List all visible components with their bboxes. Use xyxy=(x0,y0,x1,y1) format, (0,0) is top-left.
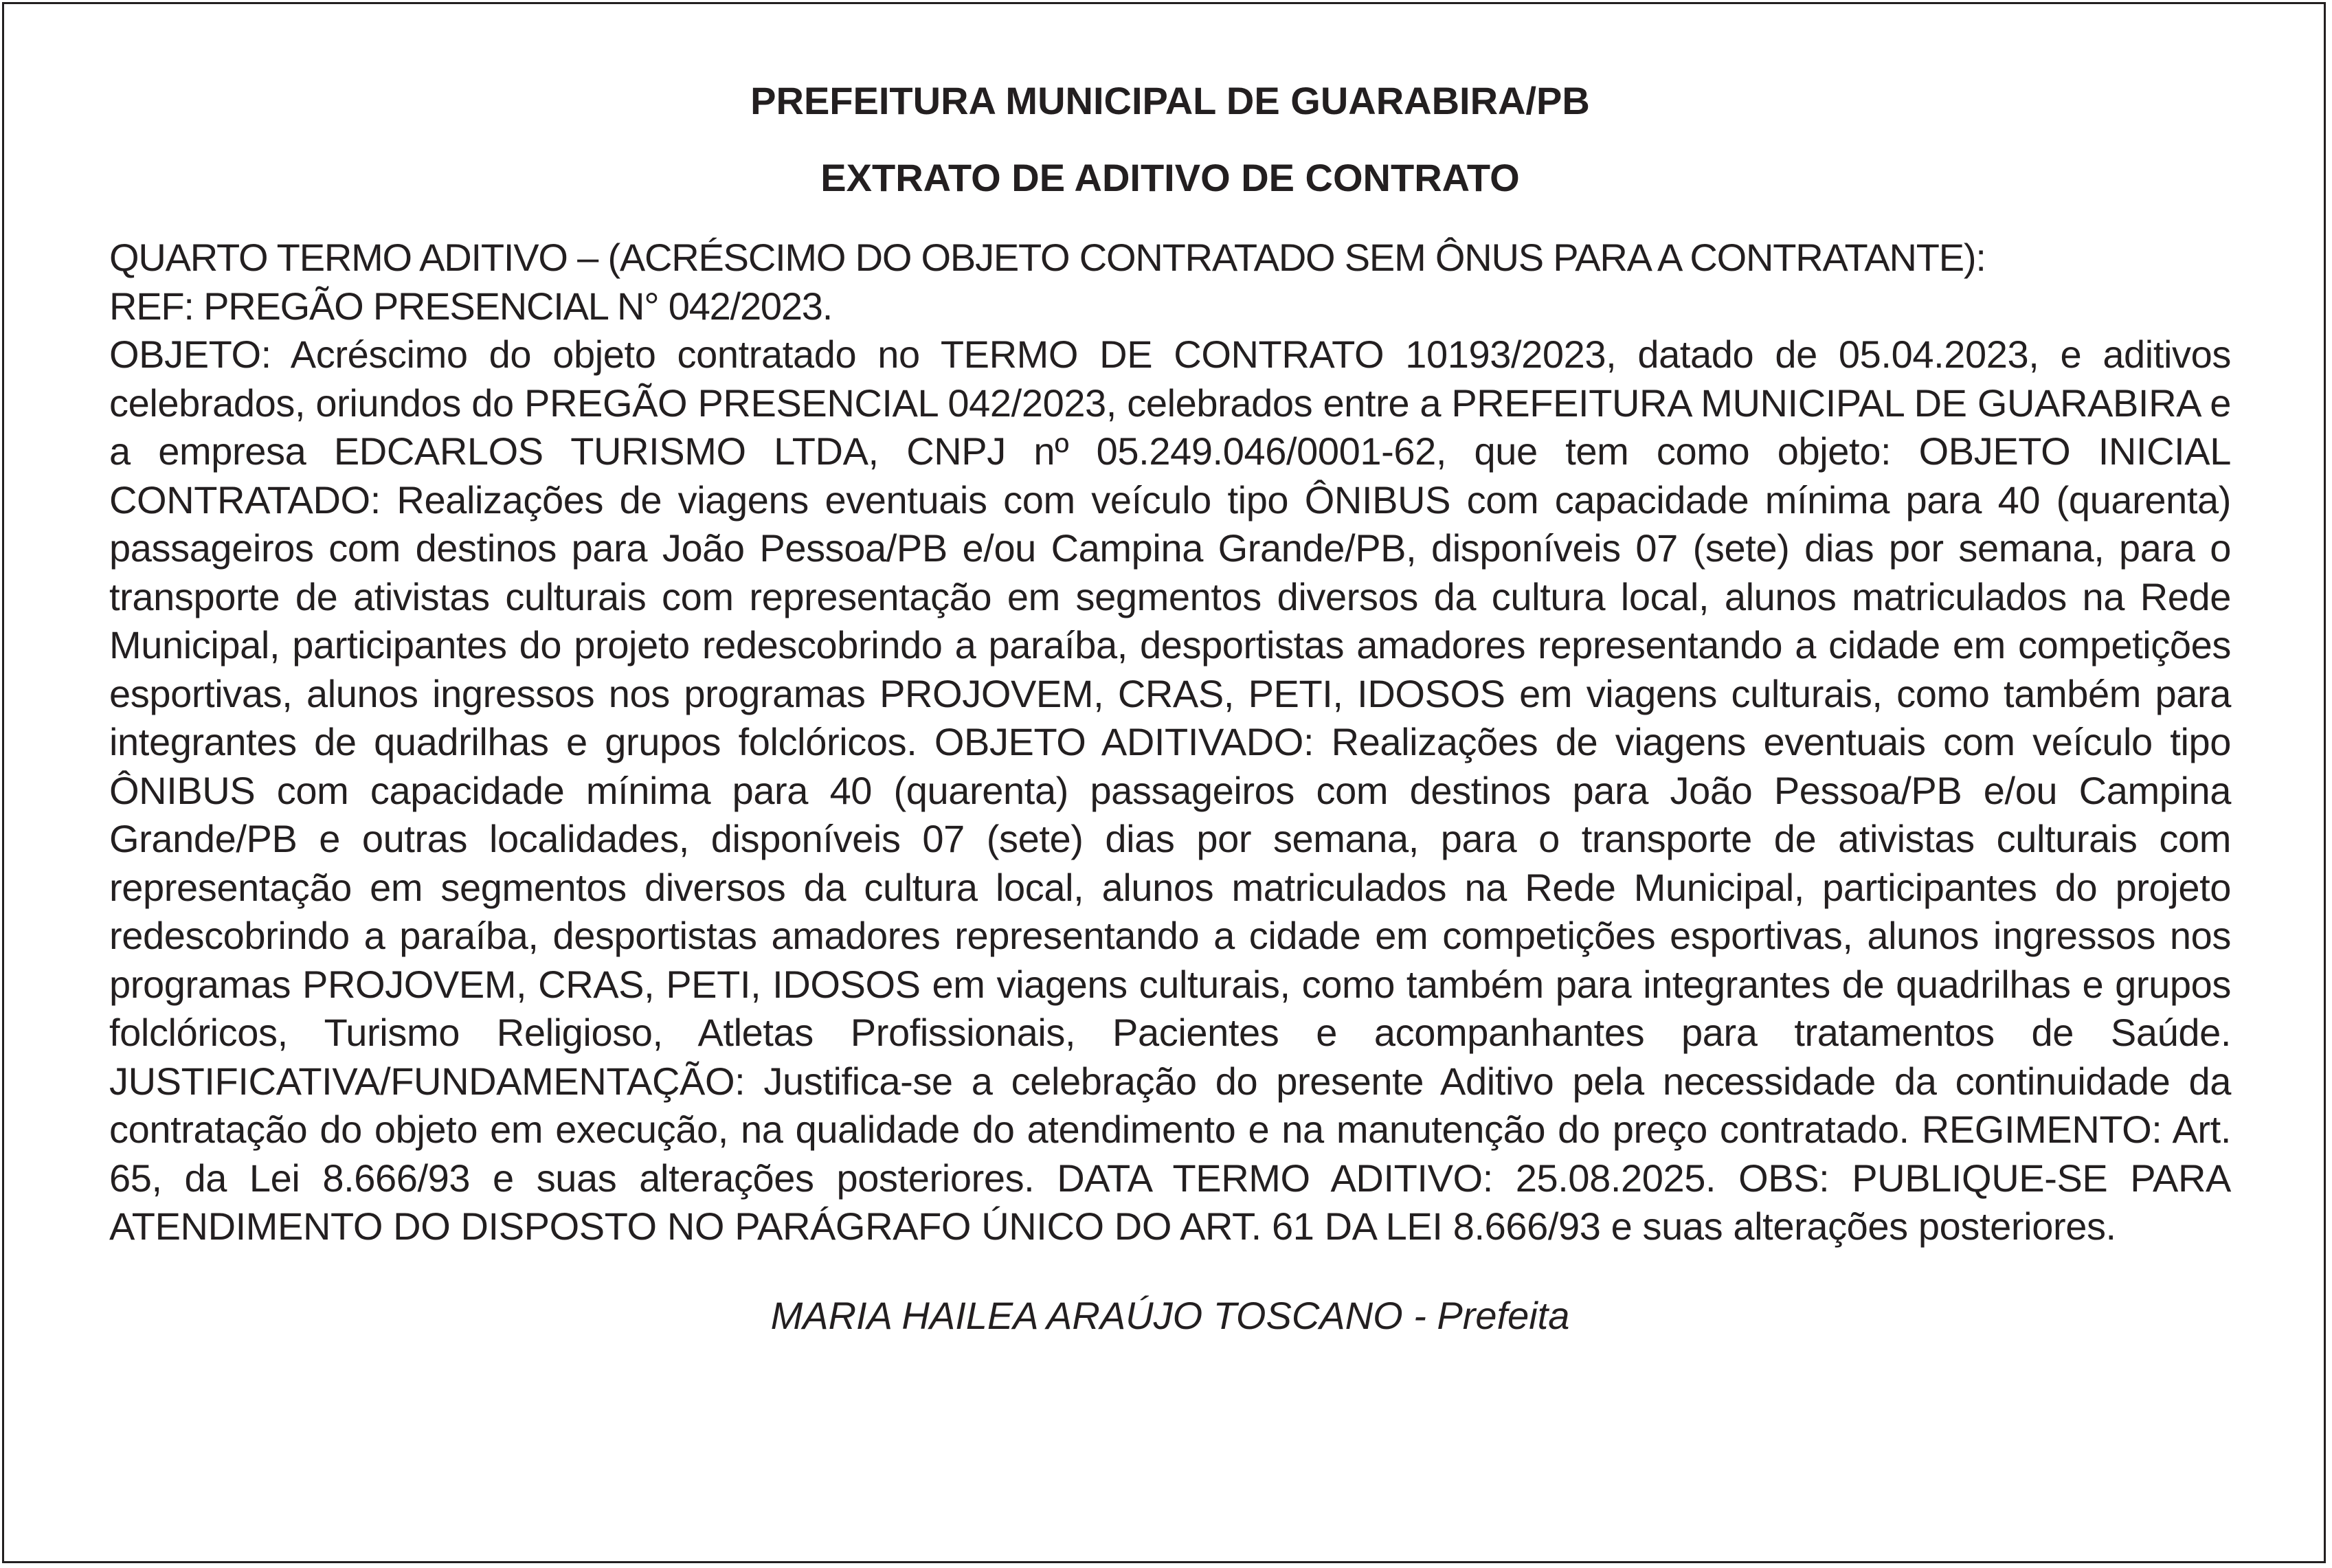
amendment-line: QUARTO TERMO ADITIVO – (ACRÉSCIMO DO OBJETO CONTRATADO SEM ÔNUS PARA A CONTRATANTE): xyxy=(109,236,1986,279)
object-paragraph: OBJETO: Acréscimo do objeto contratado no TERMO DE CONTRATO 10193/2023, datado de 05.04.2023, e aditivos celebrados, oriundos do PREGÃO PRESENCIAL 042/2023, celebrados entre a PREFEITURA MUNICIPAL DE GUARABIRA e a empresa EDCARLOS TURISMO LTDA, CNPJ nº 05.249.046/0001-62, que tem como objeto: OBJETO INICIAL CONTRATADO: Realizações de viagens eventuais com veículo tipo ÔNIBUS com capacidade mínima para 40 (quarenta) passageiros com destinos para João Pessoa/PB e/ou Campina Grande/PB, disponíveis 07 (sete) dias por semana, para o transporte de ativistas culturais com representação em segmentos diversos da cultura local, alunos matriculados na Rede Municipal, participantes do projeto redescobrindo a paraíba, desportistas amadores representando a cidade em competições esportivas, alunos ingressos nos programas PROJOVEM, CRAS, PETI, IDOSOS em viagens culturais, como também para integrantes de quadrilhas e grupos folclóricos. OBJETO ADITIVADO: Realizações de viagens eventuais com veículo tipo ÔNIBUS com capacidade mínima para 40 (quarenta) passageiros com destinos para João Pessoa/PB e/ou Campina Grande/PB e outras localidades, disponíveis 07 (sete) dias por semana, para o transporte de ativistas culturais com representação em segmentos diversos da cultura local, alunos matriculados na Rede Municipal, participantes do projeto redescobrindo a paraíba, desportistas amadores representando a cidade em competições esportivas, alunos ingressos nos programas PROJOVEM, CRAS, PETI, IDOSOS em viagens culturais, como também para integrantes de quadrilhas e grupos folclóricos, Turismo Religioso, Atletas Profissionais, Pacientes e acompanhantes para tratamentos de Saúde. JUSTIFICATIVA/FUNDAMENTAÇÃO: Justifica-se a celebração do presente Aditivo pela necessidade da continuidade da contratação do objeto em execução, na qualidade do atendimento e na manutenção do preço contratado. REGIMENTO: Art. 65, da Lei 8.666/93 e suas alterações posteriores. DATA TERMO ADITIVO: 25.08.2025. OBS: PUBLIQUE-SE PARA ATENDIMENTO DO DISPOSTO NO PARÁGRAFO ÚNICO DO ART. 61 DA LEI 8.666/93 e suas alterações posteriores. xyxy=(109,333,2231,1248)
notice-frame xyxy=(2,2,2326,1563)
institution-heading: PREFEITURA MUNICIPAL DE GUARABIRA/PB xyxy=(750,79,1590,122)
notice-body xyxy=(109,234,2231,1251)
signature: MARIA HAILEA ARAÚJO TOSCANO - Prefeita xyxy=(770,1293,1570,1337)
notice-content xyxy=(109,76,2231,1341)
document-title: EXTRATO DE ADITIVO DE CONTRATO xyxy=(820,156,1520,199)
reference-line: REF: PREGÃO PRESENCIAL N° 042/2023. xyxy=(109,284,833,328)
